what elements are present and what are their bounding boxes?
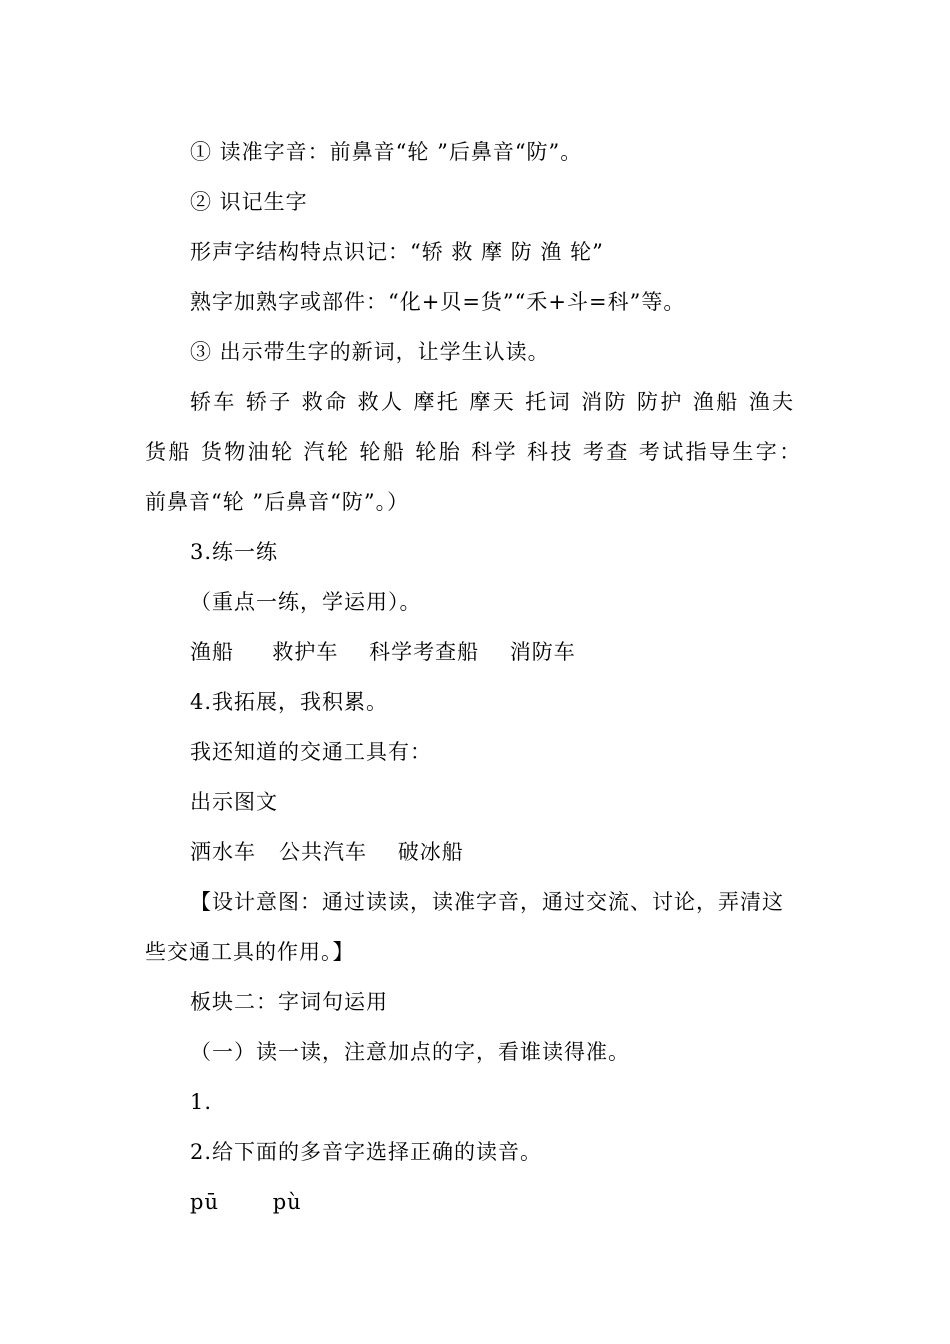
text-line: ② 识记生字 — [190, 190, 308, 214]
text-line: （一）读一读，注意加点的字，看谁读得准。 — [190, 1040, 630, 1064]
text-line: 出示图文 — [190, 790, 278, 814]
pinyin-line: pū pù — [190, 1190, 302, 1214]
text-line: 渔船 救护车 科学考查船 消防车 — [190, 640, 576, 664]
design-intent-note: 些交通工具的作用。】 — [145, 940, 355, 964]
text-line: 1. — [190, 1090, 213, 1114]
design-intent-note: 【设计意图：通过读读，读准字音，通过交流、讨论，弄清这 — [190, 890, 784, 914]
section-heading: 4.我拓展，我积累。 — [190, 690, 389, 714]
text-line: 洒水车 公共汽车 破冰船 — [190, 840, 464, 864]
section-heading: 板块二：字词句运用 — [190, 990, 388, 1014]
text-line: 形声字结构特点识记：“轿 救 摩 防 渔 轮” — [190, 240, 604, 264]
text-line: 2.给下面的多音字选择正确的读音。 — [190, 1140, 543, 1164]
section-heading: 3.练一练 — [190, 540, 279, 564]
text-line: 熟字加熟字或部件：“化+贝=货”“禾+斗=科”等。 — [190, 290, 686, 314]
text-line: 轿车 轿子 救命 救人 摩托 摩天 托词 消防 防护 渔船 渔夫 — [190, 390, 796, 414]
text-line: ① 读准字音：前鼻音“轮 ”后鼻音“防”。 — [190, 140, 583, 164]
text-line: ③ 出示带生字的新词，让学生认读。 — [190, 340, 550, 364]
text-line: 前鼻音“轮 ”后鼻音“防”。） — [145, 490, 410, 514]
text-line: 我还知道的交通工具有： — [190, 740, 432, 764]
text-line: 货船 货物油轮 汽轮 轮船 轮胎 科学 科技 考查 考试指导生字： — [145, 440, 803, 464]
text-line: （重点一练，学运用）。 — [190, 590, 422, 614]
